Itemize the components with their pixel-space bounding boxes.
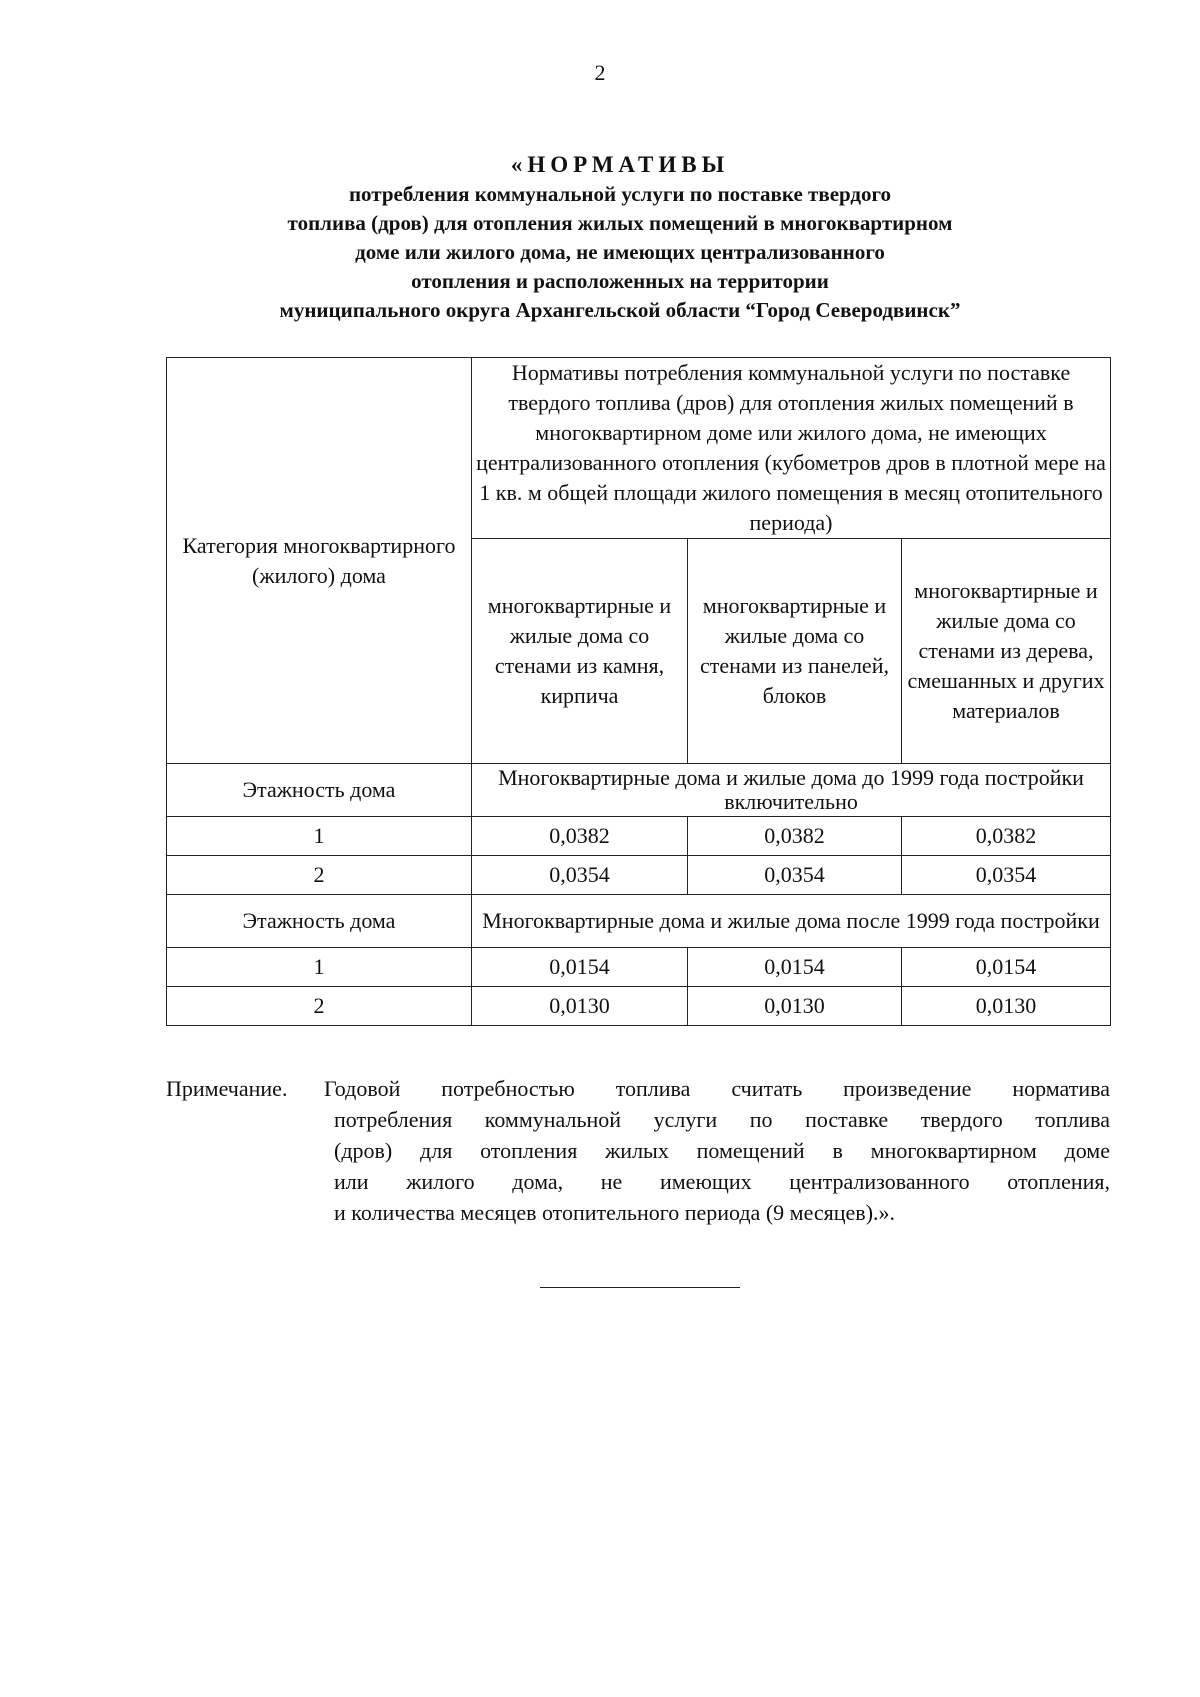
norm-value: 0,0382 bbox=[688, 817, 902, 856]
title-line: топлива (дров) для отопления жилых помещений в многоквартирном bbox=[287, 211, 953, 235]
wall-type-header: многоквартирные и жилые дома со стенами из камня, кирпича bbox=[472, 539, 688, 764]
note-continuation bbox=[334, 1104, 1110, 1228]
page-number: 2 bbox=[594, 60, 606, 85]
table-row bbox=[167, 817, 1111, 856]
norm-value: 0,0130 bbox=[472, 987, 688, 1026]
document-title bbox=[160, 150, 1080, 325]
note bbox=[166, 1073, 1110, 1228]
table-row bbox=[167, 856, 1111, 895]
note-line: и количества месяцев отопительного периода (9 месяцев).». bbox=[334, 1200, 896, 1225]
norm-value: 0,0382 bbox=[902, 817, 1111, 856]
norm-value: 0,0154 bbox=[472, 948, 688, 987]
table-row bbox=[167, 948, 1111, 987]
norm-value: 0,0130 bbox=[688, 987, 902, 1026]
norm-value: 0,0130 bbox=[902, 987, 1111, 1026]
section-title: Многоквартирные дома и жилые дома до 1999 года постройки включительно bbox=[472, 764, 1111, 817]
table-row bbox=[167, 987, 1111, 1026]
norm-value: 0,0354 bbox=[902, 856, 1111, 895]
title-main: «НОРМАТИВЫ bbox=[510, 152, 730, 177]
end-rule bbox=[540, 1287, 740, 1288]
title-line: отопления и расположенных на территории bbox=[411, 269, 829, 293]
category-header: Категория многоквартирного (жилого) дома bbox=[167, 358, 472, 764]
title-line: муниципального округа Архангельской области “Город Северодвинск” bbox=[279, 298, 961, 322]
note-body bbox=[324, 1073, 1110, 1104]
norm-value: 0,0154 bbox=[688, 948, 902, 987]
norms-header: Нормативы потребления коммунальной услуги по поставке твердого топлива (дров) для отопления жилых помещений в многоквартирном доме или жилого дома, не имеющих централизованного отопления (кубометров дров в плотной мере на 1 кв. м общей площади жилого помещения в месяц отопительного периода) bbox=[472, 358, 1111, 539]
wall-type-header: многоквартирные и жилые дома со стенами из панелей, блоков bbox=[688, 539, 902, 764]
norm-value: 0,0354 bbox=[688, 856, 902, 895]
note-line: потребления коммунальной услуги по поставке твердого топлива bbox=[334, 1107, 1110, 1132]
norm-value: 0,0354 bbox=[472, 856, 688, 895]
note-line: или жилого дома, не имеющих централизованного отопления, bbox=[334, 1169, 1110, 1194]
floors-value: 1 bbox=[167, 817, 472, 856]
norm-value: 0,0382 bbox=[472, 817, 688, 856]
title-line: доме или жилого дома, не имеющих централизованного bbox=[355, 240, 885, 264]
note-label: Примечание. bbox=[166, 1076, 288, 1101]
note-line: Годовой потребностью топлива считать произведение норматива bbox=[324, 1076, 1110, 1101]
title-line: потребления коммунальной услуги по поставке твердого bbox=[348, 182, 892, 206]
wall-type-header: многоквартирные и жилые дома со стенами из дерева, смешанных и других материалов bbox=[902, 539, 1111, 764]
floors-value: 2 bbox=[167, 987, 472, 1026]
floors-value: 2 bbox=[167, 856, 472, 895]
norm-value: 0,0154 bbox=[902, 948, 1111, 987]
note-line: (дров) для отопления жилых помещений в многоквартирном доме bbox=[334, 1138, 1110, 1163]
floors-label: Этажность дома bbox=[167, 895, 472, 948]
section-title: Многоквартирные дома и жилые дома после 1999 года постройки bbox=[472, 895, 1111, 948]
floors-value: 1 bbox=[167, 948, 472, 987]
floors-label: Этажность дома bbox=[167, 764, 472, 817]
norms-table bbox=[166, 357, 1111, 1026]
